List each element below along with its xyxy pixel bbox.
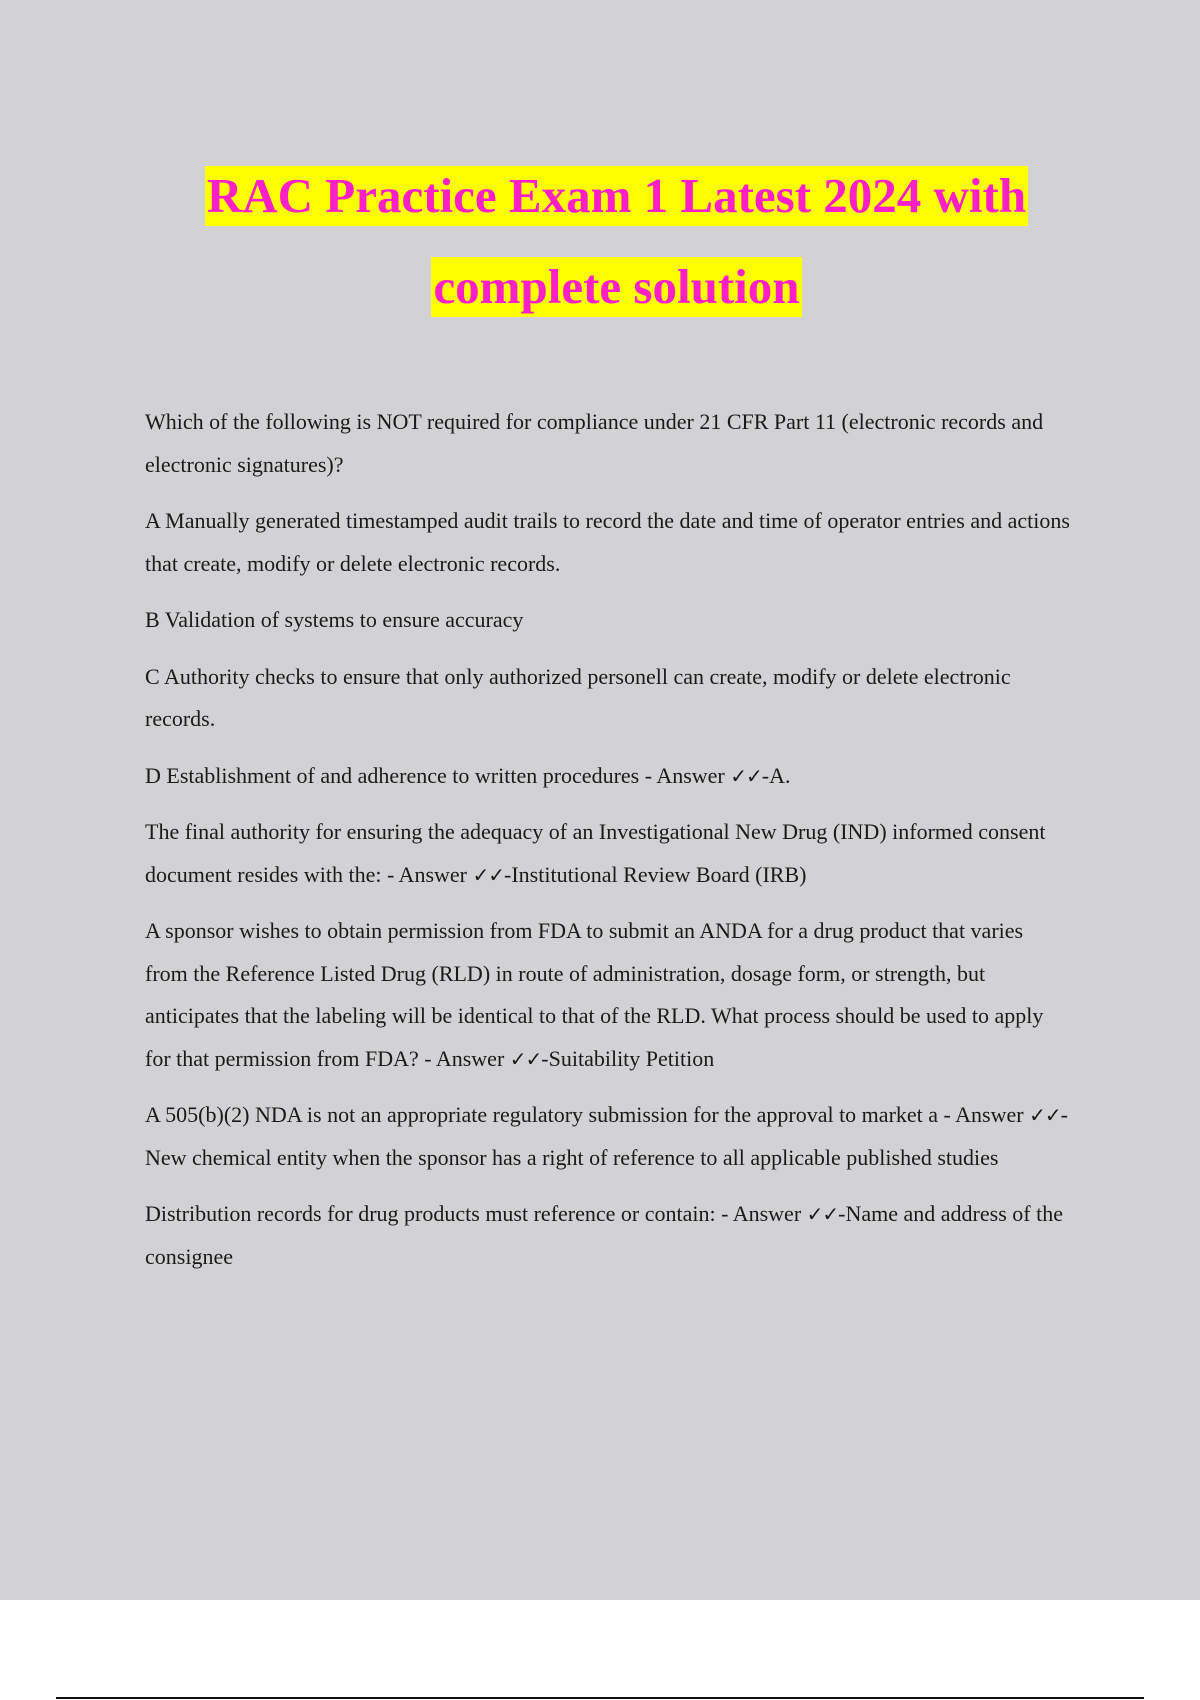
double-check-icon: ✓✓: [806, 1202, 839, 1226]
question-1-option-b: B Validation of systems to ensure accuracy: [145, 607, 524, 632]
answer-text: -Name and address of the consignee: [145, 1201, 1063, 1269]
question-5: Distribution records for drug products must reference or contain: - Answer ✓✓-Name and address of the consignee: [145, 1201, 1063, 1269]
double-check-icon: ✓✓: [509, 1046, 542, 1071]
answer-text: -Suitability Petition: [541, 1045, 715, 1071]
document-title: [0, 166, 1200, 348]
question-3: A sponsor wishes to obtain permission from FDA to submit an ANDA for a drug product that varies from the Reference Listed Drug (RLD) in route of administration, dosage form, or strength, but anticipates that the labeling will be identical to that of the RLD. What process should be used to apply for that permission from FDA? - Answer ✓✓-Suitability Petition: [145, 918, 1044, 1071]
double-check-icon: ✓✓: [472, 862, 505, 887]
question-2: The final authority for ensuring the adequacy of an Investigational New Drug (IND) informed consent document resides with the: - Answer ✓✓-Institutional Review Board (IRB): [145, 819, 1046, 887]
footer-divider: [56, 1697, 1144, 1699]
double-check-icon: ✓✓: [730, 763, 762, 788]
question-1-option-c: C Authority checks to ensure that only authorized personell can create, modify or delete electronic records.: [145, 663, 1011, 731]
question-1-option-d: D Establishment of and adherence to written procedures - Answer ✓✓-A.: [145, 762, 791, 788]
question-1-stem: Which of the following is NOT required for compliance under 21 CFR Part 11 (electronic records and electronic signatures)?: [145, 409, 1044, 477]
question-1-option-a: A Manually generated timestamped audit trails to record the date and time of operator entries and actions that create, modify or delete electronic records.: [145, 508, 1070, 576]
title-line-2: complete solution: [431, 257, 801, 317]
answer-text: -New chemical entity when the sponsor has a right of reference to all applicable published studies: [145, 1102, 1068, 1170]
answer-text: -Institutional Review Board (IRB): [504, 861, 807, 887]
question-4: A 505(b)(2) NDA is not an appropriate regulatory submission for the approval to market a - Answer ✓✓-New chemical entity when the sponsor has a right of reference to all applicable published studies: [145, 1102, 1068, 1170]
double-check-icon: ✓✓: [1029, 1103, 1061, 1127]
question-list: [145, 401, 1070, 1292]
title-line-1: RAC Practice Exam 1 Latest 2024 with: [205, 166, 1028, 226]
answer-text: -A.: [761, 762, 791, 788]
